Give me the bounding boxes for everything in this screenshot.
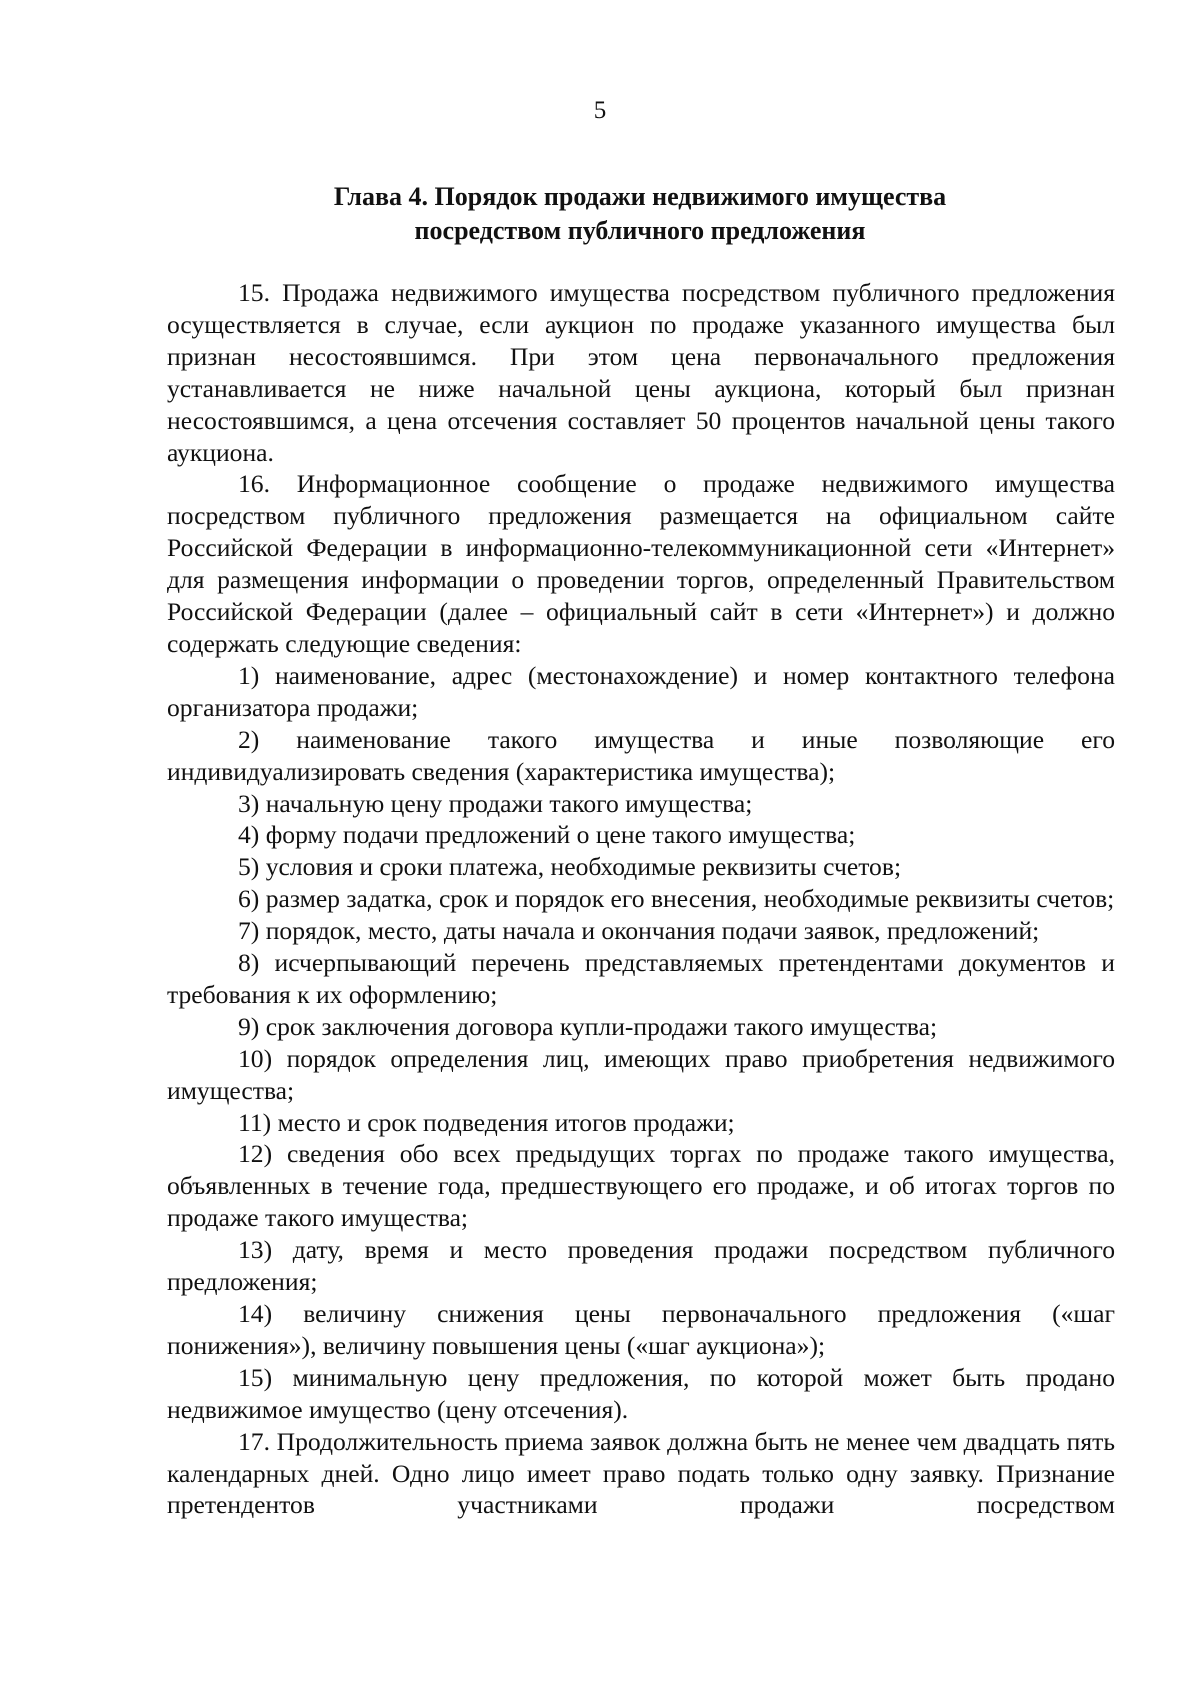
list-item-4: 4) форму подачи предложений о цене такого имущества; xyxy=(238,820,856,850)
list-item-8: 8) исчерпывающий перечень представляемых претендентами документов и требования к их оформлению; xyxy=(167,948,1115,1009)
list-item-9: 9) срок заключения договора купли-продажи такого имущества; xyxy=(238,1011,938,1041)
paragraph-17: 17. Продолжительность приема заявок должна быть не менее чем двадцать пять календарных дней. Одно лицо имеет право подать только одну заявку. Признание претендентов участниками продажи посредством xyxy=(167,1426,1115,1520)
list-item-10: 10) порядок определения лиц, имеющих право приобретения недвижимого имущества; xyxy=(167,1043,1115,1105)
chapter-heading xyxy=(170,180,1110,248)
list-item-14: 14) величину снижения цены первоначального предложения («шаг понижения»), величину повышения цены («шаг аукциона»); xyxy=(167,1299,1115,1360)
page-number: 5 xyxy=(593,97,607,124)
list-item-7: 7) порядок, место, даты начала и окончания подачи заявок, предложений; xyxy=(238,916,1040,946)
list-item-15: 15) минимальную цену предложения, по которой может быть продано недвижимое имущество (цену отсечения). xyxy=(167,1362,1115,1424)
paragraph-16: 16. Информационное сообщение о продаже недвижимого имущества посредством публичного предложения размещается на официальном сайте Российской Федерации в информационно-телекоммуникационной сети «Интернет» для размещения информации о проведении торгов, определенный Правительством Российской Федерации (далее – официальный сайт в сети «Интернет») и должно содержать следующие сведения: xyxy=(167,469,1115,658)
list-item-12: 12) сведения обо всех предыдущих торгах по продаже такого имущества, объявленных в течение года, предшествующего его продаже, и об итогах торгов по продаже такого имущества; xyxy=(167,1139,1115,1233)
list-item-2: 2) наименование такого имущества и иные позволяющие его индивидуализировать сведения (характеристика имущества); xyxy=(167,724,1115,786)
list-item-6: 6) размер задатка, срок и порядок его внесения, необходимые реквизиты счетов; xyxy=(238,884,1115,914)
chapter-heading-line-1: Глава 4. Порядок продажи недвижимого имущества xyxy=(333,182,947,211)
list-item-13: 13) дату, время и место проведения продажи посредством публичного предложения; xyxy=(167,1235,1115,1297)
list-item-5: 5) условия и сроки платежа, необходимые реквизиты счетов; xyxy=(238,852,902,882)
list-item-11: 11) место и срок подведения итогов продажи; xyxy=(238,1107,735,1137)
paragraph-15: 15. Продажа недвижимого имущества посредством публичного предложения осуществляется в случае, если аукцион по продаже указанного имущества был признан несостоявшимся. При этом цена первоначального предложения устанавливается не ниже начальной цены аукциона, который был признан несостоявшимся, а цена отсечения составляет 50 процентов начальной цены такого аукциона. xyxy=(167,278,1115,467)
list-item-3: 3) начальную цену продажи такого имущества; xyxy=(238,788,753,818)
list-item-1: 1) наименование, адрес (местонахождение) и номер контактного телефона организатора продажи; xyxy=(167,660,1115,722)
document-body xyxy=(167,277,1115,1521)
chapter-heading-line-2: посредством публичного предложения xyxy=(414,216,866,245)
